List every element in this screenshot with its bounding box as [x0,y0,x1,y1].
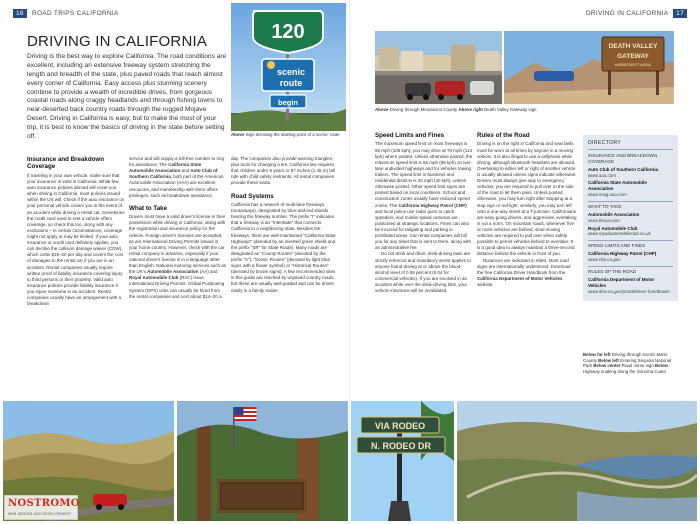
intro-paragraph: Driving is the best way to explore California. The road conditions are excellent, including an extensive freeway system stretching the length and breadth of the state, plus paved roads that reach almost every corner of California. Easy access plus stunning scenery combine to provide a wealth of incredible drives, from gorgeous coastal roads along craggy headlands and through fishing towns to near-deserted back country roads through the rugged Mojave Desert. Driving in California is easy, but to make the most of your trip, it is best to know the basics of driving in the state before setting off. [27,53,227,141]
directory-group-title: INSURANCE AND BREAKDOWN COVERAGE [588,152,658,164]
directory-entry-name: Automobile Association [588,211,640,217]
caption-bottom-photos: Below far left Driving through scenic Marin County Below left Entering Sequoia National Park Below center Road name sign Below Highway snaking along the Sonoma Coast [583,352,672,375]
nostromo-watermark [4,495,78,520]
heading-what-to-take: What to Take [129,204,168,212]
svg-text:DEATH VALLEY: DEATH VALLEY [608,43,658,50]
directory-entry-url[interactable]: www.mwg.aaa.com [588,192,627,198]
heading-insurance: Insurance and Breakdown Coverage [27,156,105,171]
text-road-systems: California has a network of multi-lane freeways (motorways), designated by blue-and-red shields bearing the freeway number. The prefix "I" indicates that a freeway is an "Interstate" that connects California to a neighboring state. Besides the freeways, there are well-maintained "California State Highways" (denoted by an inverted green shield and the prefix "SR" for State Route). Many roads are designated as "County Routes" (denoted by the prefix "S"), "Scenic Routes" (denoted by light blue signs with a flower symbol) or "Historical Routes" (denoted by brown signs). A few recommended sites in this guide are reached by unpaved country roads, but these are usually well-graded and can be driven easily in a family sedan. [231,201,336,293]
directory-entry-name: Auto Club of Southern California [588,166,658,172]
sonoma-coast-highway-photo [457,401,697,521]
column-insurance [27,156,125,307]
svg-text:route: route [279,78,303,88]
watermark-brand: NOSTROMO [8,498,80,509]
directory-box [583,135,678,301]
heading-road-systems: Road Systems [231,192,274,200]
directory-heading: DIRECTORY [588,140,673,150]
text-insurance: If traveling in your own vehicle, make sure that your insurance is valid in California. While few auto insurance policies abroad will cover you when driving in California, most policies issued within the US will. Check if the auto insurance on your personal vehicle covers you in the event of an accident while driving a rental car. Sometimes the credit card used to rent a vehicle offers coverage, so check this too, along with any exclusions – in certain circumstances, coverage might not apply or may be limited. If your auto insurance or credit card definitely applies, you can decline the collision damage waiver (CDW), which costs $15–20 per day and covers the cost of damages to the rental car if you are in an accident. Rental companies usually require written proof of liability insurance covering injury to third persons or their property. Valid auto insurance policies provide liability insurance if you injure someone in an accident. Rental companies usually have an arrangement with a breakdown [27,172,125,307]
scenic-route-sign-photo [231,3,346,131]
column-speed-limits [375,132,473,294]
sequoia-national-park-photo [177,401,348,521]
watermark-tagline: WEB DESIGN AND DEVELOPMENT [8,512,72,516]
death-valley-gateway-photo [504,31,674,104]
mendocino-drive-photo [375,31,502,104]
svg-text:begin: begin [278,98,298,107]
svg-text:MARKER 500 FT AHEAD: MARKER 500 FT AHEAD [614,63,652,67]
column-rules-of-road [477,132,577,288]
svg-text:GATEWAY: GATEWAY [617,53,649,60]
heading-speed-limits: Speed Limits and Fines [375,132,445,139]
directory-entry-url[interactable]: www.aaa.com [588,172,617,178]
text-drink-driving: Do not drink and drive; drink-driving laws are strictly enforced and mandatory arrest applies to anyone found driving at or above the blood-alcohol level of 0.08 percent (0.04 for commercial vehicles). If you are involved in an accident while over the drink-driving limit, your vehicle insurance will be invalidated. [375,251,472,294]
directory-entry-url[interactable]: www.theaa.com [588,217,620,223]
caption-scenic-route: Above Sign denoting the starting point of a scenic route [231,132,340,137]
text-speed-limits: The maximum speed limit on most freeways is 65 mph (105 kph); you may drive at 70 mph (113 kph) where posted. Unless otherwise posted, the maximum speed limit is 55 mph (89 kph) on two-lane undivided highways and for vehicles towing trailers. The speed limit in business and residential districts is 25 mph (40 kph), unless otherwise posted. Other speed limit signs are posted based on local conditions. School and construction zones usually have reduced speed zones. The California Highway Patrol (CHP) and local police use radar guns to catch speeders, and mobile speed cameras are positioned at strategic locations. Fines can also be incurred for tailgating and parking in prohibited areas. Car rental companies will bill you for any ticket that is sent to them, along with an administrative fee. [375,141,473,251]
column-what-to-take [129,156,227,300]
scenic-route-sign-illustration [231,3,346,131]
right-folio [586,10,690,17]
directory-entry-name: California Department of Motor Vehicles [588,276,655,288]
right-page-number: 17 [673,9,687,18]
text-what-to-take: Drivers must have a valid driver's license in their possession while driving in California, along with the registration and insurance policy for the vehicle. Foreign driver's licenses are accepted, as are International Driving Permits issued in your home country. However, check with the car rental company in advance, especially if your national driver's license is in a language other than English. National motoring services such as the UK's Automobile Association (AA) and Royal Automobile Club (RAC) issue International Driving Permits. Global Positioning System (GPS) units can usually be hired from the rental companies and cost about $14–20 a [129,214,227,299]
text-insurance-continued: service and will supply a toll-free number to ring for assistance. The California State Automobile Association and Auto Club of Southern California, both part of the American Automobile Association (AAA) are excellent resources, and membership with them offers privileges, such as breakdown assistance. [129,156,225,198]
text-distances: Distances are indicated in miles. Most road signs are internationally understood. Download the free California Driver Handbook from the California Department of Motor Vehicles website. [477,257,571,287]
directory-entry-url[interactable]: www.dmv.ca.gov/portal/driver-handbooks [588,288,670,294]
caption-top-right: Above Driving through Mendocino County Above right Death Valley Gateway sign [375,107,537,112]
directory-entry-url[interactable]: www.royalautomobileclub.co.uk [588,231,651,237]
heading-rules-of-road: Rules of the Road [477,132,530,139]
left-running-head: ROAD TRIPS CALIFORNIA [31,10,119,17]
text-what-to-take-continued: day. The companies also provide warning triangles; plus tools for changing a tire. California law requires that children under 8 years or 57 inches (1.45 m) tall ride with child safety restraints. All rental companies provide these seats. [231,156,336,186]
left-folio [10,10,119,17]
left-page-number: 16 [13,9,27,18]
directory-group-title: SPEED LIMITS AND FINES [588,240,673,249]
directory-entry-name: California State Automobile Association [588,180,647,192]
directory-entry-name: Royal Automobile Club [588,225,638,231]
svg-text:scenic: scenic [276,67,306,77]
directory-group-title: WHAT TO TAKE [588,201,673,210]
rodeo-drive-sign-photo [351,401,454,521]
route-number-text: 120 [271,21,305,43]
column-road-systems [231,156,337,294]
svg-text:VIA RODEO: VIA RODEO [374,421,426,431]
page-title: DRIVING IN CALIFORNIA [27,33,208,50]
right-running-head: DRIVING IN CALIFORNIA [585,10,669,17]
text-rules-of-road: Driving is on the right in California and seat belts must be worn at all times by anyone in a moving vehicle. It is also illegal to use a cellphone while driving, although Bluetooth headsets are allowed. Overtaking to either left or right of another vehicle is usually allowed unless signs indicate otherwise. Drivers must always give way to emergency vehicles; you are required to pull over to the side of the road to let them pass. Unless posted otherwise, you may turn right after stopping at a stop sign or red light; similarly, you may turn left onto a one-way street at a T-junction. Californians are easy-going drivers, and aggressive overtaking is not a norm. On mountain roads, whenever five or more vehicles are behind, slow-moving vehicles are required to pull over when safely possible to permit vehicles behind to overtake. It is a good idea to always maintain a three-second distance behind the vehicle in front of you. [477,141,577,257]
directory-entry-name: California Highway Patrol (CHP) [588,251,657,257]
directory-group-title: RULES OF THE ROAD [588,266,673,275]
svg-text:N. RODEO DR: N. RODEO DR [370,441,432,451]
directory-entry-url[interactable]: www.chp.ca.gov [588,257,621,263]
